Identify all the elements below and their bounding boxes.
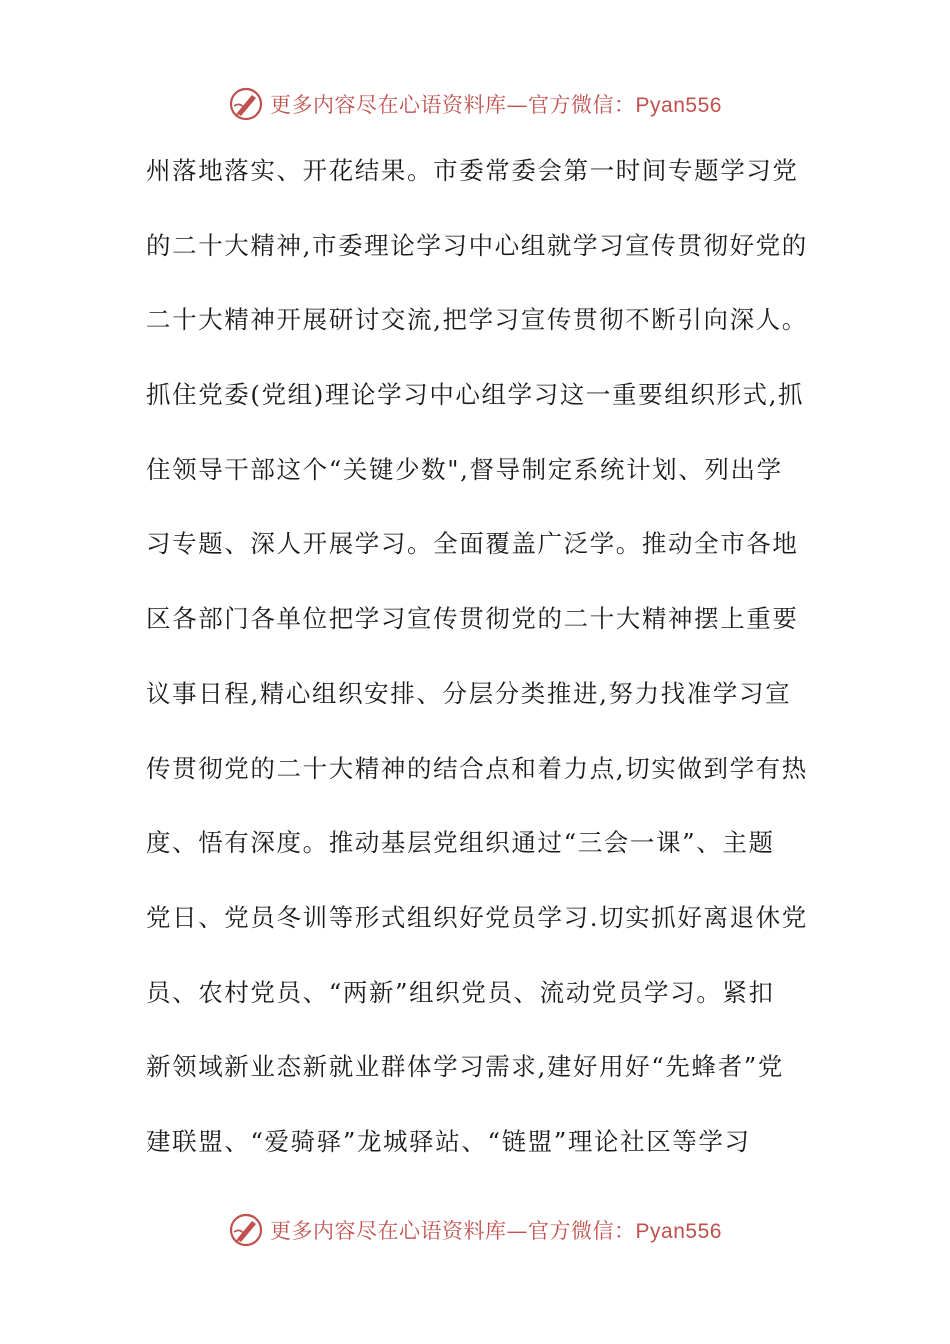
text-line: 建联盟、“爱骑驿”龙城驿站、“链盟”理论社区等学习 xyxy=(146,1126,751,1156)
pen-logo-icon xyxy=(228,1212,264,1248)
text-line: 习专题、深人开展学习。全面覆盖广泛学。推动全市各地 xyxy=(146,529,799,559)
text-line: 住领导干部这个“关键少数",督导制定系统计划、列出学 xyxy=(146,454,783,484)
watermark-text xyxy=(270,89,722,119)
text-line: 州落地落实、开花结果。市委常委会第一时间专题学习党 xyxy=(146,156,799,185)
text-line: 党日、党员冬训等形式组织好党员学习.切实抓好离退休党 xyxy=(146,902,808,932)
watermark-text-cn: 更多内容尽在心语资料库—官方微信： xyxy=(270,1219,636,1243)
pen-logo-icon xyxy=(228,86,264,122)
footer-watermark xyxy=(0,1208,950,1252)
text-line: 传贯彻党的二十大精神的结合点和着力点,切实做到学有热 xyxy=(146,753,808,783)
text-line: 员、农村党员、“两新”组织党员、流动党员学习。紧扣 xyxy=(146,977,775,1007)
text-line: 的二十大精神,市委理论学习中心组就学习宣传贯彻好党的 xyxy=(146,230,808,260)
text-line: 议事日程,精心组织安排、分层分类推进,努力找准学习宣 xyxy=(146,678,792,708)
text-line: 抓住党委(党组)理论学习中心组学习这一重要组织形式,抓 xyxy=(146,380,805,410)
text-line: 新领域新业态新就业群体学习需求,建好用好“先蜂者”党 xyxy=(146,1052,784,1082)
text-line: 度、悟有深度。推动基层党组织通过“三会一课”、主题 xyxy=(146,828,775,858)
document-body xyxy=(146,140,806,1186)
watermark-text xyxy=(270,1215,722,1245)
text-line: 区各部门各单位把学习宣传贯彻党的二十大精神摆上重要 xyxy=(146,604,799,634)
watermark-text-id: Pyan556 xyxy=(635,1220,722,1243)
header-watermark xyxy=(0,82,950,126)
watermark-text-cn: 更多内容尽在心语资料库—官方微信： xyxy=(270,93,636,117)
text-line: 二十大精神开展研讨交流,把学习宣传贯彻不断引向深人。 xyxy=(146,305,808,335)
watermark-text-id: Pyan556 xyxy=(635,94,722,117)
